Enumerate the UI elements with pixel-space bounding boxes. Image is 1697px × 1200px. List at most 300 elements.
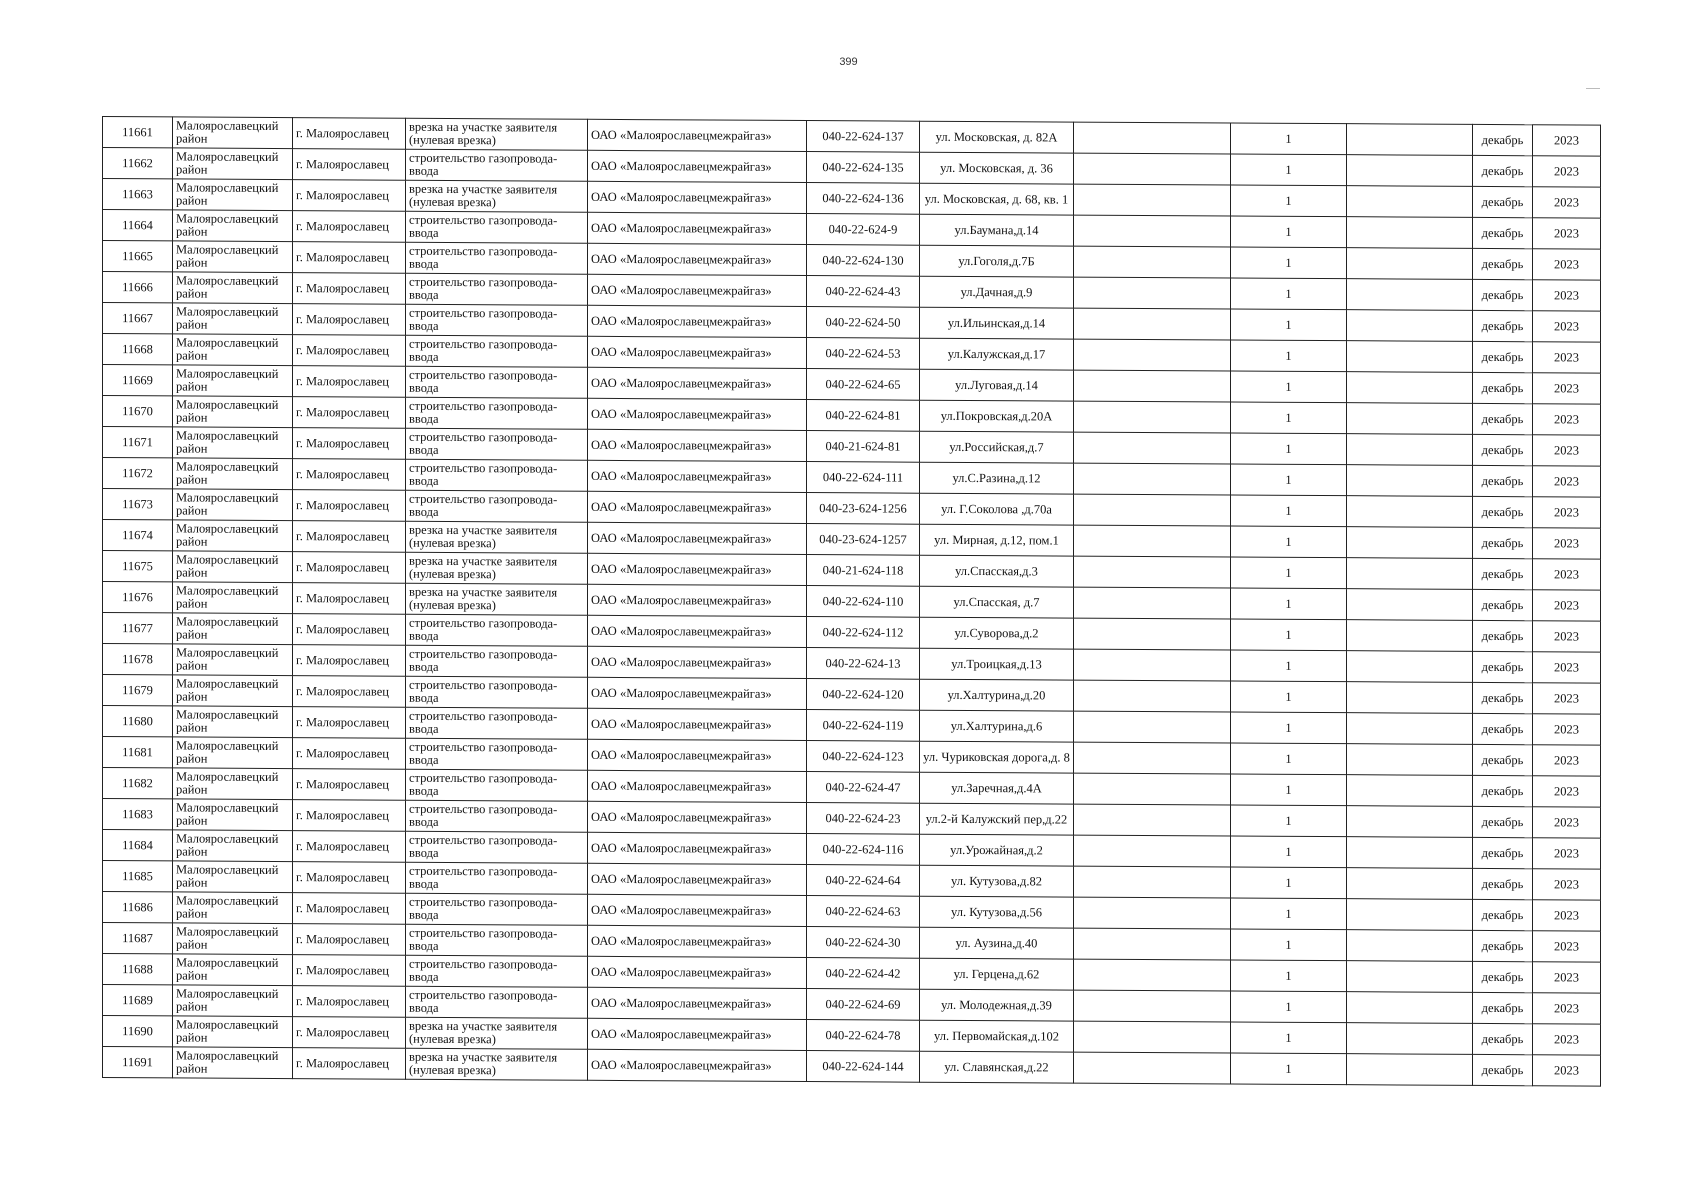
district-line-2: район <box>176 627 208 642</box>
address-cell: ул.Покровская,д.20А <box>920 400 1074 432</box>
work-type-cell <box>406 180 588 212</box>
empty-cell-a-cell <box>1074 928 1231 960</box>
work-type-line-2: ввода <box>409 845 439 860</box>
empty-cell-b-cell <box>1347 496 1473 528</box>
quantity-cell: 1 <box>1231 526 1347 558</box>
organization-cell: ОАО «Малоярославецмежрайгаз» <box>588 429 807 461</box>
quantity-cell: 1 <box>1231 619 1347 651</box>
year-cell: 2023 <box>1533 745 1601 776</box>
district-cell <box>173 830 293 862</box>
district-cell <box>173 1047 293 1079</box>
work-type-line-2: ввода <box>409 442 439 457</box>
quantity-cell: 1 <box>1231 1022 1347 1054</box>
record-number-cell: 11664 <box>103 210 173 241</box>
work-type-line-1: врезка на участке заявителя <box>409 181 558 197</box>
district-cell <box>173 582 293 614</box>
work-type-cell <box>406 893 588 925</box>
district-line-1: Малоярославецкий <box>176 428 279 444</box>
city-cell: г. Малоярославец <box>293 366 406 398</box>
month-cell: декабрь <box>1473 403 1533 434</box>
document-sheet <box>102 116 1601 1087</box>
quantity-cell: 1 <box>1231 929 1347 961</box>
address-cell: ул.Ильинская,д.14 <box>920 307 1074 339</box>
district-line-1: Малоярославецкий <box>176 242 279 258</box>
record-number-cell: 11674 <box>103 520 173 551</box>
record-number-cell: 11662 <box>103 148 173 179</box>
district-cell <box>173 985 293 1017</box>
address-cell: ул.Дачная,д.9 <box>920 276 1074 308</box>
address-cell: ул.Халтурина,д.20 <box>920 679 1074 711</box>
address-cell: ул.Российская,д.7 <box>920 431 1074 463</box>
city-cell: г. Малоярославец <box>293 428 406 460</box>
organization-cell: ОАО «Малоярославецмежрайгаз» <box>588 739 807 771</box>
month-cell: декабрь <box>1473 806 1533 837</box>
year-cell: 2023 <box>1533 404 1601 435</box>
city-cell: г. Малоярославец <box>293 521 406 553</box>
empty-cell-b-cell <box>1347 155 1473 187</box>
record-number-cell: 11689 <box>103 985 173 1016</box>
record-number-cell: 11679 <box>103 675 173 706</box>
district-line-2: район <box>176 751 208 766</box>
quantity-cell: 1 <box>1231 1053 1347 1085</box>
registration-code-cell: 040-22-624-144 <box>807 1051 920 1083</box>
district-cell <box>173 272 293 304</box>
organization-cell: ОАО «Малоярославецмежрайгаз» <box>588 956 807 988</box>
work-type-line-2: ввода <box>409 163 439 178</box>
work-type-line-1: строительство газопровода- <box>409 398 558 414</box>
empty-cell-b-cell <box>1347 465 1473 497</box>
organization-cell: ОАО «Малоярославецмежрайгаз» <box>588 832 807 864</box>
quantity-cell: 1 <box>1231 433 1347 465</box>
empty-cell-a-cell <box>1074 525 1231 557</box>
month-cell: декабрь <box>1473 496 1533 527</box>
year-cell: 2023 <box>1533 156 1601 187</box>
work-type-line-2: (нулевая врезка) <box>409 132 496 148</box>
work-type-line-1: строительство газопровода- <box>409 336 558 352</box>
city-cell: г. Малоярославец <box>293 986 406 1018</box>
registration-code-cell: 040-22-624-116 <box>807 834 920 866</box>
work-type-cell <box>406 273 588 305</box>
address-cell: ул. Мирная, д.12, пом.1 <box>920 524 1074 556</box>
work-type-cell <box>406 211 588 243</box>
quantity-cell: 1 <box>1231 557 1347 589</box>
address-cell: ул. Герцена,д.62 <box>920 958 1074 990</box>
registration-code-cell: 040-22-624-9 <box>807 214 920 246</box>
records-body <box>103 117 1601 1087</box>
organization-cell: ОАО «Малоярославецмежрайгаз» <box>588 336 807 368</box>
district-cell <box>173 923 293 955</box>
city-cell: г. Малоярославец <box>293 118 406 150</box>
empty-cell-a-cell <box>1074 122 1231 154</box>
empty-cell-a-cell <box>1074 1021 1231 1053</box>
quantity-cell: 1 <box>1231 774 1347 806</box>
work-type-line-2: ввода <box>409 783 439 798</box>
record-number-cell: 11666 <box>103 272 173 303</box>
address-cell: ул. Первомайская,д.102 <box>920 1020 1074 1052</box>
month-cell: декабрь <box>1473 589 1533 620</box>
work-type-line-1: врезка на участке заявителя <box>409 1049 558 1065</box>
city-cell: г. Малоярославец <box>293 242 406 274</box>
city-cell: г. Малоярославец <box>293 1048 406 1080</box>
empty-cell-b-cell <box>1347 124 1473 156</box>
address-cell: ул. Московская, д. 68, кв. 1 <box>920 183 1074 215</box>
district-line-2: район <box>176 844 208 859</box>
registration-code-cell: 040-22-624-111 <box>807 462 920 494</box>
empty-cell-b-cell <box>1347 620 1473 652</box>
work-type-line-1: строительство газопровода- <box>409 925 558 941</box>
district-line-2: район <box>176 503 208 518</box>
city-cell: г. Малоярославец <box>293 831 406 863</box>
district-line-1: Малоярославецкий <box>176 521 279 537</box>
address-cell: ул.Спасская,д.3 <box>920 555 1074 587</box>
district-line-1: Малоярославецкий <box>176 893 279 909</box>
registration-code-cell: 040-22-624-13 <box>807 648 920 680</box>
work-type-cell <box>406 521 588 553</box>
work-type-line-2: (нулевая врезка) <box>409 566 496 582</box>
record-number-cell: 11671 <box>103 427 173 458</box>
work-type-cell <box>406 614 588 646</box>
address-cell: ул.Баумана,д.14 <box>920 214 1074 246</box>
district-cell <box>173 892 293 924</box>
work-type-line-2: ввода <box>409 938 439 953</box>
month-cell: декабрь <box>1473 341 1533 372</box>
city-cell: г. Малоярославец <box>293 676 406 708</box>
district-line-2: район <box>176 534 208 549</box>
district-line-1: Малоярославецкий <box>176 304 279 320</box>
work-type-cell <box>406 800 588 832</box>
district-line-1: Малоярославецкий <box>176 180 279 196</box>
organization-cell: ОАО «Малоярославецмежрайгаз» <box>588 894 807 926</box>
work-type-line-2: ввода <box>409 690 439 705</box>
address-cell: ул.Троицкая,д.13 <box>920 648 1074 680</box>
empty-cell-a-cell <box>1074 184 1231 216</box>
empty-cell-b-cell <box>1347 713 1473 745</box>
district-line-1: Малоярославецкий <box>176 614 279 630</box>
work-type-cell <box>406 335 588 367</box>
quantity-cell: 1 <box>1231 371 1347 403</box>
month-cell: декабрь <box>1473 372 1533 403</box>
month-cell: декабрь <box>1473 899 1533 930</box>
work-type-line-2: ввода <box>409 628 439 643</box>
district-line-2: район <box>176 875 208 890</box>
empty-cell-b-cell <box>1347 899 1473 931</box>
city-cell: г. Малоярославец <box>293 490 406 522</box>
empty-cell-a-cell <box>1074 742 1231 774</box>
work-type-line-1: врезка на участке заявителя <box>409 1018 558 1034</box>
empty-cell-a-cell <box>1074 587 1231 619</box>
district-line-2: район <box>176 472 208 487</box>
work-type-line-1: строительство газопровода- <box>409 212 558 228</box>
address-cell: ул.Заречная,д.4А <box>920 772 1074 804</box>
empty-cell-b-cell <box>1347 558 1473 590</box>
work-type-cell <box>406 304 588 336</box>
organization-cell: ОАО «Малоярославецмежрайгаз» <box>588 1049 807 1081</box>
work-type-line-2: ввода <box>409 721 439 736</box>
quantity-cell: 1 <box>1231 154 1347 186</box>
work-type-line-1: строительство газопровода- <box>409 367 558 383</box>
quantity-cell: 1 <box>1231 712 1347 744</box>
work-type-cell <box>406 583 588 615</box>
address-cell: ул. Молодежная,д.39 <box>920 989 1074 1021</box>
organization-cell: ОАО «Малоярославецмежрайгаз» <box>588 522 807 554</box>
work-type-line-1: врезка на участке заявителя <box>409 584 558 600</box>
month-cell: декабрь <box>1473 713 1533 744</box>
work-type-line-2: (нулевая врезка) <box>409 1031 496 1047</box>
empty-cell-b-cell <box>1347 1054 1473 1086</box>
district-line-2: район <box>176 224 208 239</box>
empty-cell-a-cell <box>1074 649 1231 681</box>
quantity-cell: 1 <box>1231 495 1347 527</box>
district-cell <box>173 768 293 800</box>
work-type-line-2: (нулевая врезка) <box>409 597 496 613</box>
month-cell: декабрь <box>1473 1054 1533 1085</box>
work-type-cell <box>406 118 588 150</box>
quantity-cell: 1 <box>1231 278 1347 310</box>
work-type-line-1: врезка на участке заявителя <box>409 119 558 135</box>
district-line-2: район <box>176 689 208 704</box>
district-cell <box>173 396 293 428</box>
year-cell: 2023 <box>1533 249 1601 280</box>
empty-cell-a-cell <box>1074 990 1231 1022</box>
empty-cell-a-cell <box>1074 556 1231 588</box>
work-type-cell <box>406 707 588 739</box>
quantity-cell: 1 <box>1231 402 1347 434</box>
address-cell: ул. Московская, д. 36 <box>920 152 1074 184</box>
work-type-cell <box>406 366 588 398</box>
year-cell: 2023 <box>1533 559 1601 590</box>
organization-cell: ОАО «Малоярославецмежрайгаз» <box>588 553 807 585</box>
organization-cell: ОАО «Малоярославецмежрайгаз» <box>588 770 807 802</box>
month-cell: декабрь <box>1473 558 1533 589</box>
work-type-line-2: ввода <box>409 1000 439 1015</box>
month-cell: декабрь <box>1473 837 1533 868</box>
registration-code-cell: 040-22-624-63 <box>807 896 920 928</box>
work-type-line-2: ввода <box>409 752 439 767</box>
work-type-line-1: строительство газопровода- <box>409 615 558 631</box>
registration-code-cell: 040-21-624-81 <box>807 431 920 463</box>
empty-cell-a-cell <box>1074 866 1231 898</box>
record-number-cell: 11670 <box>103 396 173 427</box>
record-number-cell: 11673 <box>103 489 173 520</box>
empty-cell-a-cell <box>1074 246 1231 278</box>
year-cell: 2023 <box>1533 373 1601 404</box>
record-number-cell: 11667 <box>103 303 173 334</box>
address-cell: ул. Славянская,д.22 <box>920 1051 1074 1083</box>
quantity-cell: 1 <box>1231 836 1347 868</box>
district-cell <box>173 551 293 583</box>
district-line-2: район <box>176 1030 208 1045</box>
address-cell: ул. Кутузова,д.56 <box>920 896 1074 928</box>
city-cell: г. Малоярославец <box>293 459 406 491</box>
work-type-line-1: строительство газопровода- <box>409 243 558 259</box>
month-cell: декабрь <box>1473 527 1533 558</box>
empty-cell-b-cell <box>1347 682 1473 714</box>
month-cell: декабрь <box>1473 744 1533 775</box>
empty-cell-a-cell <box>1074 835 1231 867</box>
quantity-cell: 1 <box>1231 247 1347 279</box>
quantity-cell: 1 <box>1231 960 1347 992</box>
year-cell: 2023 <box>1533 311 1601 342</box>
registration-code-cell: 040-22-624-120 <box>807 679 920 711</box>
year-cell: 2023 <box>1533 962 1601 993</box>
district-line-1: Малоярославецкий <box>176 335 279 351</box>
record-number-cell: 11677 <box>103 613 173 644</box>
city-cell: г. Малоярославец <box>293 800 406 832</box>
district-line-2: район <box>176 379 208 394</box>
city-cell: г. Малоярославец <box>293 552 406 584</box>
record-number-cell: 11691 <box>103 1047 173 1078</box>
record-number-cell: 11663 <box>103 179 173 210</box>
district-line-2: район <box>176 410 208 425</box>
record-number-cell: 11687 <box>103 923 173 954</box>
registration-code-cell: 040-22-624-78 <box>807 1020 920 1052</box>
registration-code-cell: 040-22-624-53 <box>807 338 920 370</box>
district-cell <box>173 148 293 180</box>
district-cell <box>173 799 293 831</box>
organization-cell: ОАО «Малоярославецмежрайгаз» <box>588 367 807 399</box>
city-cell: г. Малоярославец <box>293 304 406 336</box>
city-cell: г. Малоярославец <box>293 397 406 429</box>
registration-code-cell: 040-22-624-136 <box>807 183 920 215</box>
district-line-1: Малоярославецкий <box>176 955 279 971</box>
district-line-1: Малоярославецкий <box>176 211 279 227</box>
district-line-2: район <box>176 999 208 1014</box>
address-cell: ул.Луговая,д.14 <box>920 369 1074 401</box>
district-cell <box>173 861 293 893</box>
address-cell: ул. Чуриковская дорога,д. 8 <box>920 741 1074 773</box>
record-number-cell: 11683 <box>103 799 173 830</box>
district-cell <box>173 1016 293 1048</box>
empty-cell-a-cell <box>1074 153 1231 185</box>
year-cell: 2023 <box>1533 1055 1601 1086</box>
year-cell: 2023 <box>1533 1024 1601 1055</box>
work-type-line-1: строительство газопровода- <box>409 832 558 848</box>
empty-cell-b-cell <box>1347 744 1473 776</box>
record-number-cell: 11681 <box>103 737 173 768</box>
quantity-cell: 1 <box>1231 991 1347 1023</box>
district-line-1: Малоярославецкий <box>176 1017 279 1033</box>
district-cell <box>173 644 293 676</box>
year-cell: 2023 <box>1533 218 1601 249</box>
work-type-line-1: строительство газопровода- <box>409 708 558 724</box>
organization-cell: ОАО «Малоярославецмежрайгаз» <box>588 460 807 492</box>
year-cell: 2023 <box>1533 776 1601 807</box>
corner-mark <box>1586 88 1600 89</box>
organization-cell: ОАО «Малоярославецмежрайгаз» <box>588 925 807 957</box>
registration-code-cell: 040-22-624-123 <box>807 741 920 773</box>
district-cell <box>173 334 293 366</box>
district-line-1: Малоярославецкий <box>176 738 279 754</box>
organization-cell: ОАО «Малоярославецмежрайгаз» <box>588 863 807 895</box>
empty-cell-b-cell <box>1347 837 1473 869</box>
work-type-line-2: ввода <box>409 473 439 488</box>
record-number-cell: 11688 <box>103 954 173 985</box>
address-cell: ул.2-й Калужский пер,д.22 <box>920 803 1074 835</box>
empty-cell-a-cell <box>1074 1052 1231 1084</box>
district-line-2: район <box>176 596 208 611</box>
district-cell <box>173 954 293 986</box>
year-cell: 2023 <box>1533 280 1601 311</box>
district-cell <box>173 613 293 645</box>
district-line-1: Малоярославецкий <box>176 769 279 785</box>
city-cell: г. Малоярославец <box>293 955 406 987</box>
city-cell: г. Малоярославец <box>293 335 406 367</box>
empty-cell-a-cell <box>1074 401 1231 433</box>
organization-cell: ОАО «Малоярославецмежрайгаз» <box>588 243 807 275</box>
month-cell: декабрь <box>1473 465 1533 496</box>
district-cell <box>173 210 293 242</box>
district-line-2: район <box>176 937 208 952</box>
district-cell <box>173 427 293 459</box>
work-type-cell <box>406 676 588 708</box>
organization-cell: ОАО «Малоярославецмежрайгаз» <box>588 305 807 337</box>
work-type-cell <box>406 149 588 181</box>
month-cell: декабрь <box>1473 1023 1533 1054</box>
record-number-cell: 11680 <box>103 706 173 737</box>
district-cell <box>173 675 293 707</box>
empty-cell-b-cell <box>1347 961 1473 993</box>
record-number-cell: 11661 <box>103 117 173 148</box>
empty-cell-a-cell <box>1074 959 1231 991</box>
year-cell: 2023 <box>1533 900 1601 931</box>
district-line-1: Малоярославецкий <box>176 397 279 413</box>
work-type-line-1: строительство газопровода- <box>409 863 558 879</box>
year-cell: 2023 <box>1533 714 1601 745</box>
registration-code-cell: 040-22-624-69 <box>807 989 920 1021</box>
city-cell: г. Малоярославец <box>293 769 406 801</box>
work-type-cell <box>406 552 588 584</box>
organization-cell: ОАО «Малоярославецмежрайгаз» <box>588 584 807 616</box>
empty-cell-b-cell <box>1347 930 1473 962</box>
month-cell: декабрь <box>1473 992 1533 1023</box>
year-cell: 2023 <box>1533 652 1601 683</box>
district-line-2: район <box>176 968 208 983</box>
registration-code-cell: 040-22-624-135 <box>807 152 920 184</box>
empty-cell-b-cell <box>1347 527 1473 559</box>
organization-cell: ОАО «Малоярославецмежрайгаз» <box>588 801 807 833</box>
registration-code-cell: 040-22-624-130 <box>807 245 920 277</box>
work-type-cell <box>406 831 588 863</box>
organization-cell: ОАО «Малоярославецмежрайгаз» <box>588 491 807 523</box>
work-type-cell <box>406 1017 588 1049</box>
work-type-cell <box>406 955 588 987</box>
district-line-1: Малоярославецкий <box>176 459 279 475</box>
quantity-cell: 1 <box>1231 185 1347 217</box>
organization-cell: ОАО «Малоярославецмежрайгаз» <box>588 708 807 740</box>
work-type-line-1: строительство газопровода- <box>409 801 558 817</box>
quantity-cell: 1 <box>1231 867 1347 899</box>
address-cell: ул.Спасская, д.7 <box>920 586 1074 618</box>
record-number-cell: 11676 <box>103 582 173 613</box>
organization-cell: ОАО «Малоярославецмежрайгаз» <box>588 150 807 182</box>
organization-cell: ОАО «Малоярославецмежрайгаз» <box>588 677 807 709</box>
empty-cell-b-cell <box>1347 651 1473 683</box>
month-cell: декабрь <box>1473 155 1533 186</box>
district-line-1: Малоярославецкий <box>176 149 279 165</box>
month-cell: декабрь <box>1473 217 1533 248</box>
work-type-line-1: строительство газопровода- <box>409 460 558 476</box>
organization-cell: ОАО «Малоярославецмежрайгаз» <box>588 212 807 244</box>
address-cell: ул.Гоголя,д.7Б <box>920 245 1074 277</box>
work-type-line-2: ввода <box>409 225 439 240</box>
district-cell <box>173 489 293 521</box>
year-cell: 2023 <box>1533 993 1601 1024</box>
month-cell: декабрь <box>1473 279 1533 310</box>
district-line-2: район <box>176 317 208 332</box>
city-cell: г. Малоярославец <box>293 273 406 305</box>
district-line-1: Малоярославецкий <box>176 831 279 847</box>
organization-cell: ОАО «Малоярославецмежрайгаз» <box>588 398 807 430</box>
